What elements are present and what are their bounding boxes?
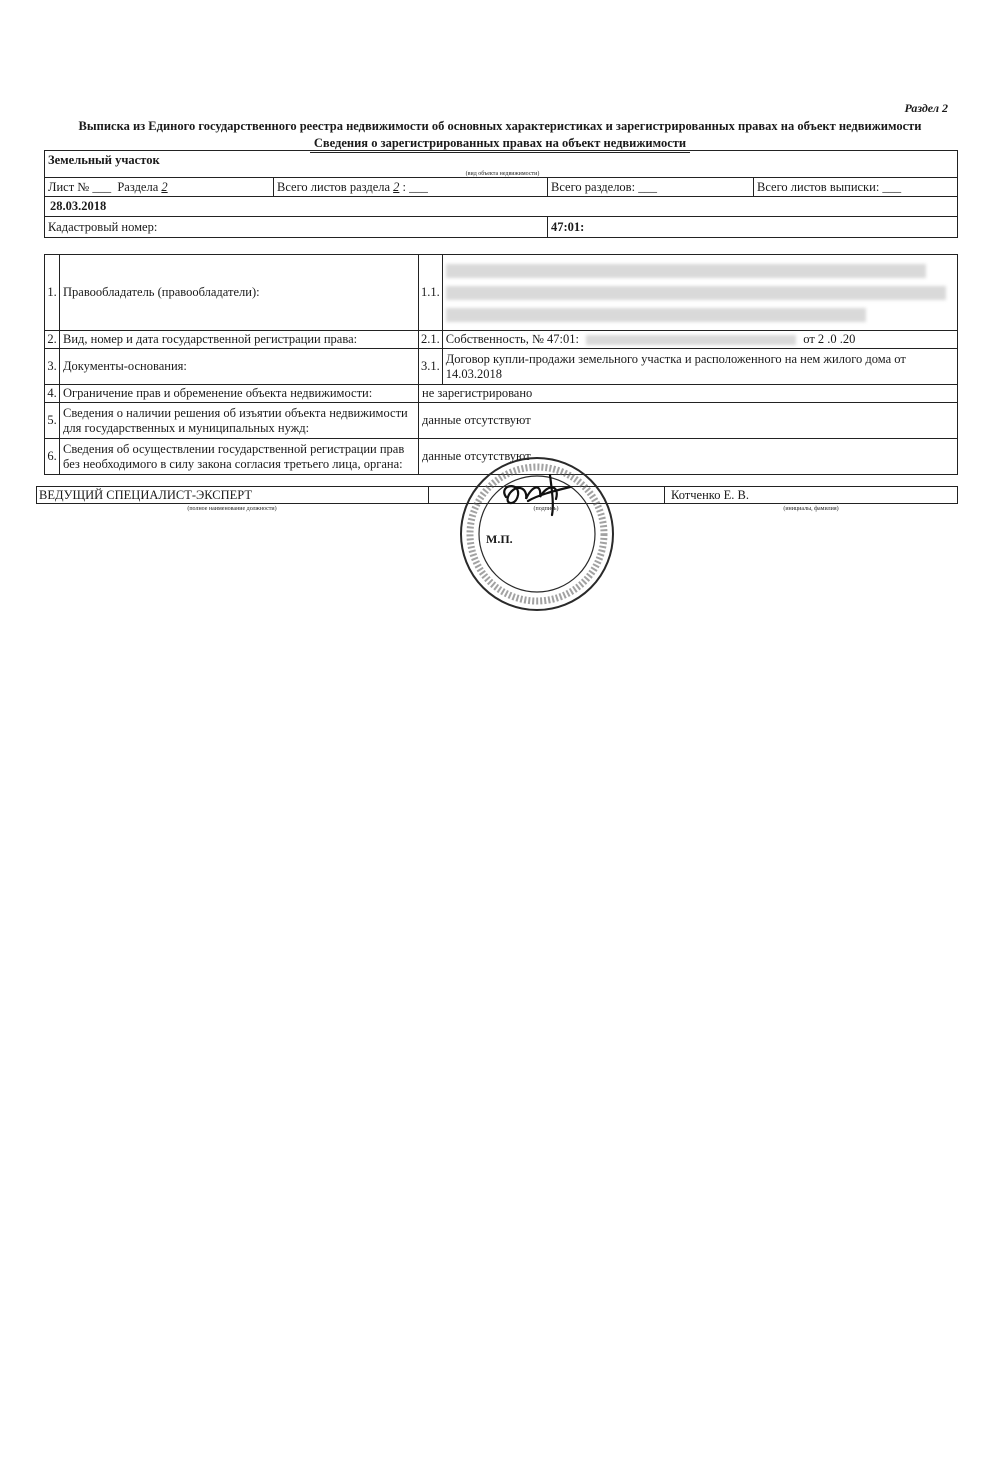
total-section-sheets-label: Всего листов раздела [277, 179, 391, 194]
row-subnumber: 3.1. [419, 349, 443, 385]
row-number: 4. [45, 385, 60, 403]
document-title [0, 118, 1000, 153]
row-subnumber: 1.1. [419, 255, 443, 331]
object-type: Земельный участок [48, 153, 160, 167]
rights-table [44, 254, 958, 475]
redacted-owner [446, 286, 946, 300]
registration-date: от 2 .0 .20 [803, 332, 856, 346]
row-label: Ограничение прав и обременение объекта недвижимости: [60, 385, 419, 403]
row-number: 6. [45, 439, 60, 475]
row-label: Вид, номер и дата государственной регистрации права: [60, 331, 419, 349]
total-section-sheets-cell: Всего листов раздела 2 : ___ [273, 178, 547, 196]
name-caption: (инициалы, фамилия) [783, 506, 839, 512]
signature-caption: (подпись) [533, 506, 559, 512]
cadastral-value: 47:01: [547, 217, 957, 237]
title-line-2: Сведения о зарегистрированных правах на объект недвижимости [310, 135, 690, 153]
sheet-row [45, 178, 957, 197]
stamp-label: М.П. [486, 532, 513, 546]
official-stamp [458, 455, 616, 613]
row-number: 1. [45, 255, 60, 331]
sheet-section-label: Раздела [117, 179, 159, 194]
cadastral-row [45, 217, 957, 237]
position-caption: (полное наименование должности) [187, 506, 277, 512]
table-row [45, 331, 958, 349]
row-label: Документы-основания: [60, 349, 419, 385]
section-label: Раздел 2 [904, 101, 948, 115]
extract-date: 28.03.2018 [50, 199, 107, 213]
row-value: Договор купли-продажи земельного участка и расположенного на нем жилого дома от 14.03.2018 [442, 349, 957, 385]
total-sections-cell: Всего разделов: ___ [547, 178, 753, 196]
row-label: Сведения об осуществлении государственной регистрации прав без необходимого в силу закона согласия третьего лица, органа: [60, 439, 419, 475]
row-value: данные отсутствуют [419, 403, 958, 439]
sheet-cell: Лист № ___ Раздела 2 [48, 179, 168, 194]
object-type-caption: (вид объекта недвижимости) [465, 171, 540, 177]
row-value [442, 331, 957, 349]
total-extract-sheets-cell: Всего листов выписки: ___ [753, 178, 957, 196]
redacted-number [586, 335, 796, 345]
total-sections-label: Всего разделов: [551, 179, 636, 194]
row-value [442, 255, 957, 331]
name-field: Котченко Е. В. [664, 486, 958, 504]
total-extract-sheets-label: Всего листов выписки: [757, 179, 880, 194]
position-field: ВЕДУЩИЙ СПЕЦИАЛИСТ-ЭКСПЕРТ [36, 486, 428, 504]
row-label: Сведения о наличии решения об изъятии объекта недвижимости для государственных и муниципальных нужд: [60, 403, 419, 439]
header-block [44, 150, 958, 238]
row-number: 3. [45, 349, 60, 385]
object-type-row [45, 151, 957, 178]
registration-value: Собственность, № 47:01: [445, 332, 579, 346]
sheet-section-value: 2 [161, 179, 168, 194]
row-value: не зарегистрировано [419, 385, 958, 403]
row-value: данные отсутствуют [419, 439, 958, 475]
redacted-owner [446, 264, 926, 278]
row-number: 5. [45, 403, 60, 439]
sheet-label: Лист № [48, 179, 90, 194]
table-row [45, 255, 958, 331]
table-row [45, 385, 958, 403]
redacted-owner [446, 308, 866, 322]
row-subnumber: 2.1. [419, 331, 443, 349]
row-label: Правообладатель (правообладатели): [60, 255, 419, 331]
total-section-sheets-value: 2 [393, 179, 400, 194]
cadastral-label: Кадастровый номер: [48, 219, 158, 234]
table-row [45, 403, 958, 439]
table-row [45, 349, 958, 385]
row-number: 2. [45, 331, 60, 349]
title-line-1: Выписка из Единого государственного реестра недвижимости об основных характеристиках и зарегистрированных правах на объект недвижимости [78, 119, 922, 133]
date-row [45, 197, 957, 217]
